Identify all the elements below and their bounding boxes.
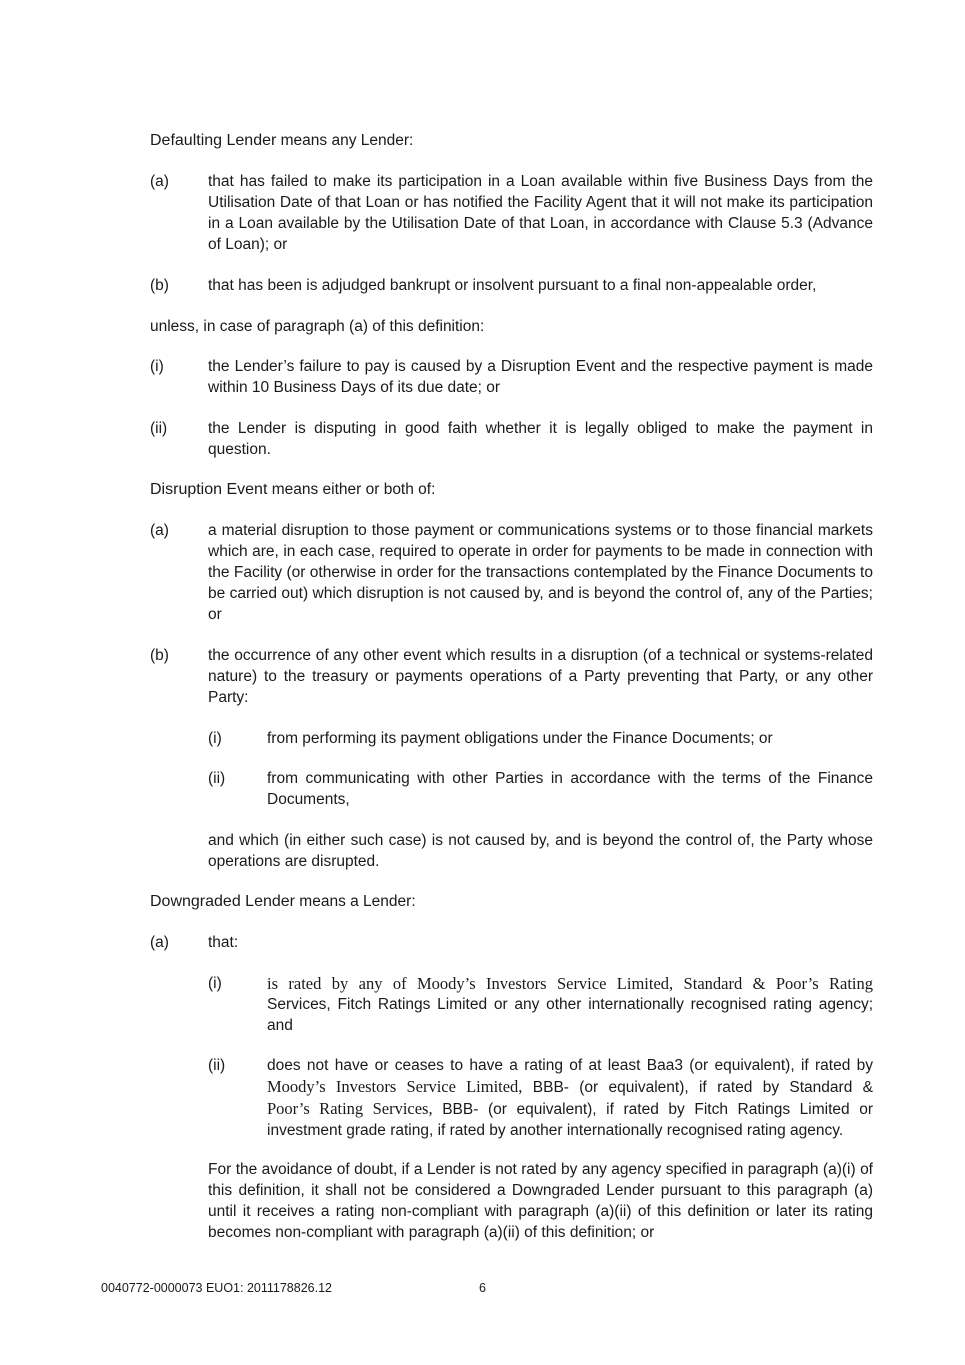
item-label: (b)	[150, 647, 169, 664]
footer-doc-ref: 0040772-0000073 EUO1: 2011178826.12	[101, 1281, 332, 1295]
item-label: (i)	[208, 730, 222, 747]
downgraded-lender-heading	[150, 891, 873, 912]
item-text: the Lender’s failure to pay is caused by a Disruption Event and the respective payment is made within 10 Business Days of its due date; or	[208, 358, 873, 396]
definition-intro: means either or both of:	[267, 481, 436, 498]
page-number: 6	[479, 1281, 486, 1295]
item-label: (a)	[150, 522, 169, 539]
definition-intro: means any Lender:	[276, 132, 414, 149]
item-label: (a)	[150, 934, 169, 951]
paragraph: For the avoidance of doubt, if a Lender is not rated by any agency specified in paragraph (a)(i) of this definition, it shall not be considered a Downgraded Lender pursuant to this paragraph (a) until it receives a rating non-compliant with paragraph (a)(ii) of this definition or later its rating becomes non-compliant with paragraph (a)(ii) of this definition; or	[208, 1161, 873, 1241]
item-text: that:	[208, 934, 239, 951]
defined-term: Downgraded Lender	[150, 893, 295, 910]
defined-term: Defaulting Lender	[150, 132, 277, 149]
text-span: BBB- (or equivalent), if rated by Standard &	[522, 1079, 873, 1096]
defaulting-lender-heading	[150, 130, 873, 151]
item-text: that has failed to make its participation in a Loan available within five Business Days from the Utilisation Date of that Loan or has notified the Facility Agent that it will not make its participation in a Loan available by the Utilisation Date of that Loan, in accordance with Clause 5.3 (Advance of Loan); or	[208, 173, 873, 253]
item-label: (i)	[208, 975, 222, 992]
item-label: (ii)	[150, 420, 168, 437]
item-text	[267, 1055, 873, 1141]
text-line	[267, 1076, 873, 1098]
paragraph: and which (in either such case) is not caused by, and is beyond the control of, the Party whose operations are disrupted.	[208, 832, 873, 870]
item-text: from performing its payment obligations under the Finance Documents; or	[267, 730, 773, 747]
disruption-event-heading	[150, 479, 873, 500]
text-line: investment grade rating, if rated by another internationally recognised rating agency.	[267, 1122, 844, 1139]
text-line: Services, Fitch Ratings Limited or any other internationally recognised rating agency; and	[267, 996, 873, 1034]
text-span: Poor’s Rating Services,	[267, 1099, 433, 1118]
item-label: (ii)	[208, 770, 226, 787]
paragraph: unless, in case of paragraph (a) of this definition:	[150, 318, 485, 335]
item-text	[267, 973, 873, 1036]
item-text: from communicating with other Parties in accordance with the terms of the Finance Documents,	[267, 770, 873, 808]
definition-intro: means a Lender:	[295, 893, 416, 910]
item-text: the Lender is disputing in good faith whether it is legally obliged to make the payment in question.	[208, 420, 873, 458]
text-line: is rated by any of Moody’s Investors Service Limited, Standard & Poor’s Rating	[267, 974, 873, 993]
item-label: (i)	[150, 358, 164, 375]
item-text: a material disruption to those payment or communications systems or to those financial markets which are, in each case, required to operate in order for payments to be made in connection with the Facility (or otherwise in order for the transactions contemplated by the Finance Documents to be carried out) which disruption is not caused by, and is beyond the control of, any of the Parties; or	[208, 522, 873, 623]
item-label: (ii)	[208, 1057, 226, 1074]
text-span: BBB- (or equivalent), if rated by Fitch Ratings Limited or	[432, 1101, 873, 1118]
item-text: the occurrence of any other event which results in a disruption (of a technical or systems-related nature) to the treasury or payments operations of a Party preventing that Party, or any other Party:	[208, 647, 873, 706]
text-line	[267, 1098, 873, 1120]
item-text: that has been is adjudged bankrupt or insolvent pursuant to a final non-appealable order,	[208, 277, 817, 294]
defined-term: Disruption Event	[150, 481, 268, 498]
item-label: (b)	[150, 277, 169, 294]
item-label: (a)	[150, 173, 169, 190]
text-line: does not have or ceases to have a rating of at least Baa3 (or equivalent), if rated by	[267, 1057, 873, 1074]
text-span: Moody’s Investors Service Limited,	[267, 1077, 523, 1096]
